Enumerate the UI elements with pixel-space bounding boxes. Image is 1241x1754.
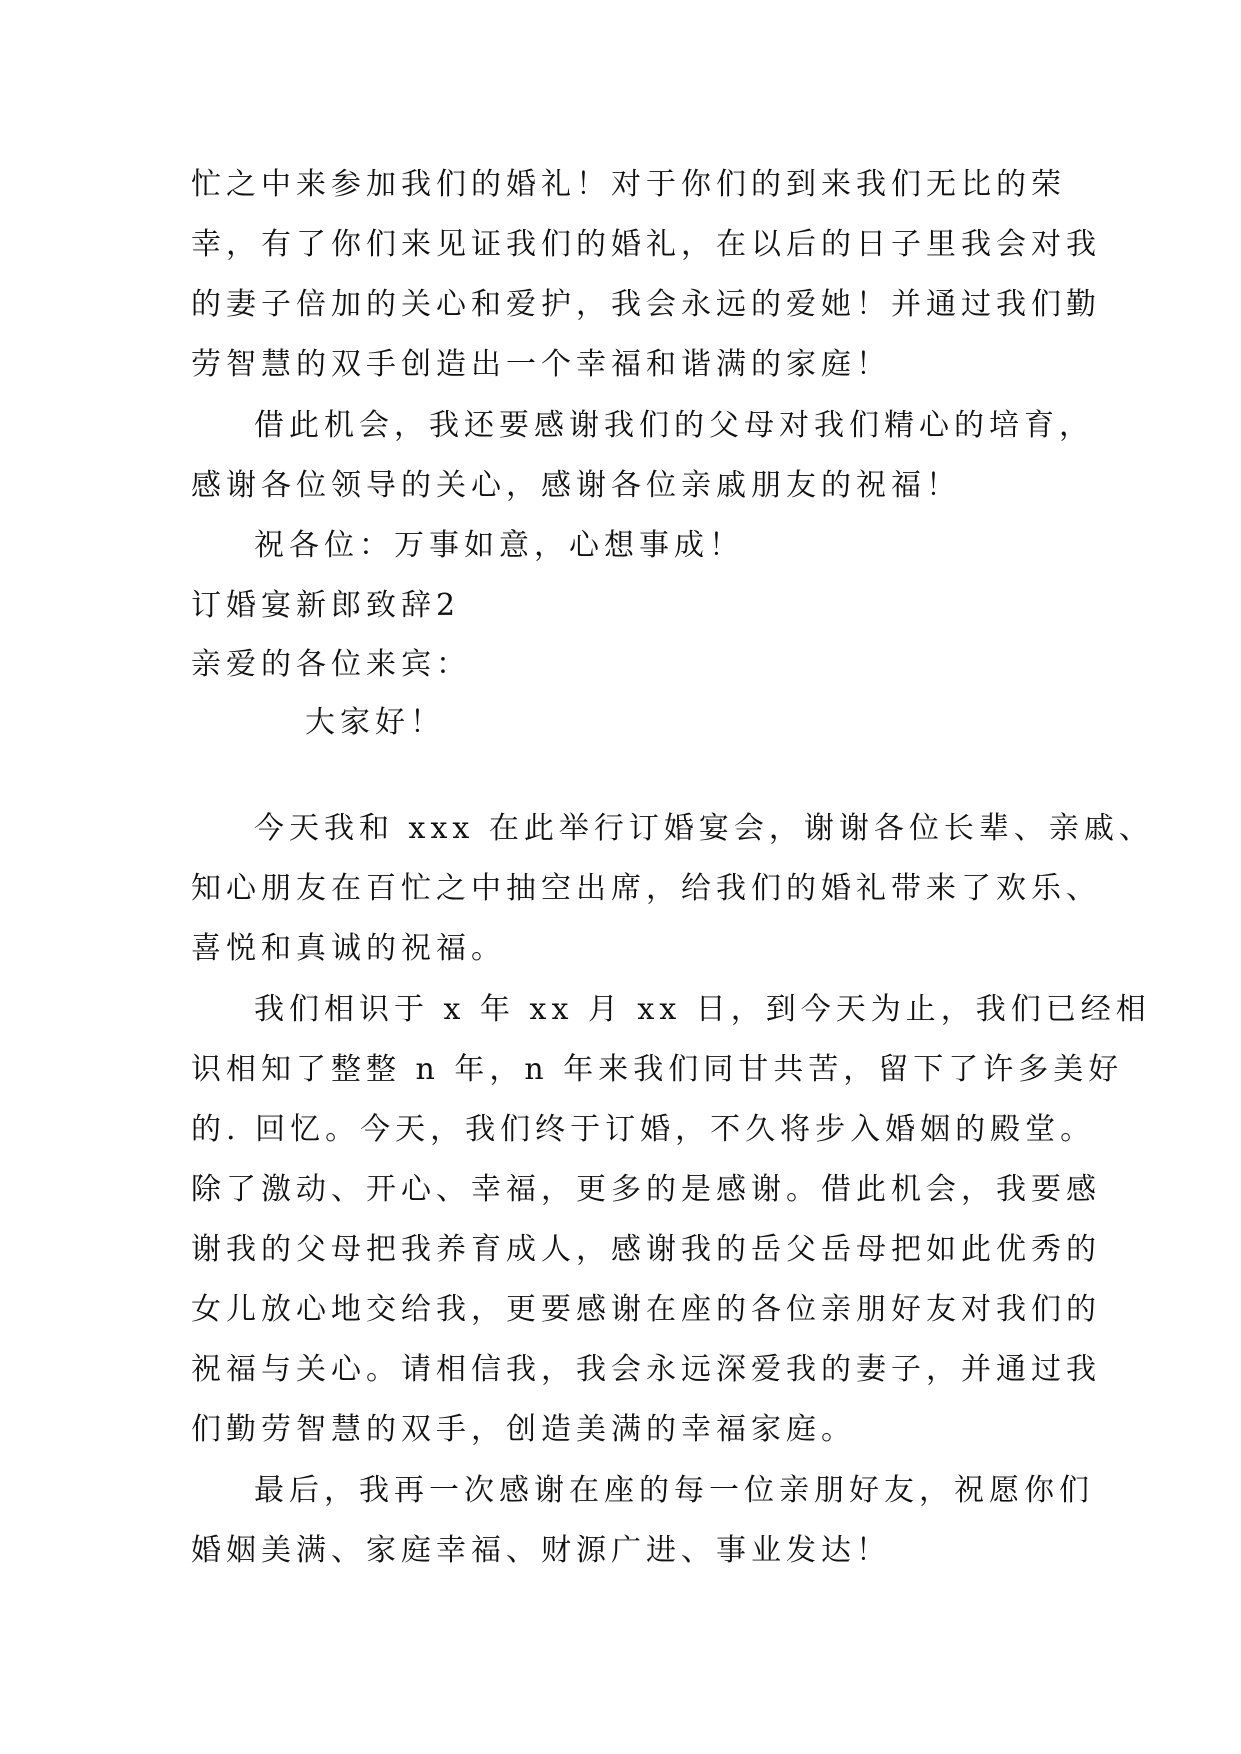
text-line: 的. 回忆。今天，我们终于订婚，不久将步入婚姻的殿堂。 [191,1112,1096,1147]
text-line: 祝福与关心。请相信我，我会永远深爱我的妻子，并通过我 [191,1352,1101,1387]
text-line: 们勤劳智慧的双手，创造美满的幸福家庭。 [191,1412,856,1447]
text-line: 喜悦和真诚的祝福。 [191,931,506,966]
text-line: 幸，有了你们来见证我们的婚礼，在以后的日子里我会对我 [191,227,1101,262]
text-line: 婚姻美满、家庭幸福、财源广进、事业发达！ [191,1533,891,1568]
wishes-line: 祝各位：万事如意，心想事成！ [254,528,744,563]
text-line: 今天我和 xxx 在此举行订婚宴会，谢谢各位长辈、亲戚、 [254,811,1154,846]
text-line: 最后，我再一次感谢在座的每一位亲朋好友，祝愿你们 [254,1473,1094,1508]
text-line: 女儿放心地交给我，更要感谢在座的各位亲朋好友对我们的 [191,1292,1101,1327]
greeting: 大家好！ [305,705,445,740]
text-line: 的妻子倍加的关心和爱护，我会永远的爱她！并通过我们勤 [191,287,1101,322]
text-line: 谢我的父母把我养育成人，感谢我的岳父岳母把如此优秀的 [191,1232,1101,1267]
text-line: 知心朋友在百忙之中抽空出席，给我们的婚礼带来了欢乐、 [191,871,1101,906]
text-line: 忙之中来参加我们的婚礼！对于你们的到来我们无比的荣 [191,167,1066,202]
salutation: 亲爱的各位来宾： [191,647,471,682]
text-line: 劳智慧的双手创造出一个幸福和谐满的家庭！ [191,347,891,382]
section-title: 订婚宴新郎致辞2 [191,588,461,623]
text-line: 识相知了整整 n 年，n 年来我们同甘共苦，留下了许多美好 [191,1052,1124,1087]
text-line: 感谢各位领导的关心，感谢各位亲戚朋友的祝福！ [191,468,961,503]
text-line: 我们相识于 x 年 xx 月 xx 日，到今天为止，我们已经相 [254,992,1151,1027]
text-line: 除了激动、开心、幸福，更多的是感谢。借此机会，我要感 [191,1172,1101,1207]
text-line: 借此机会，我还要感谢我们的父母对我们精心的培育， [254,408,1094,443]
